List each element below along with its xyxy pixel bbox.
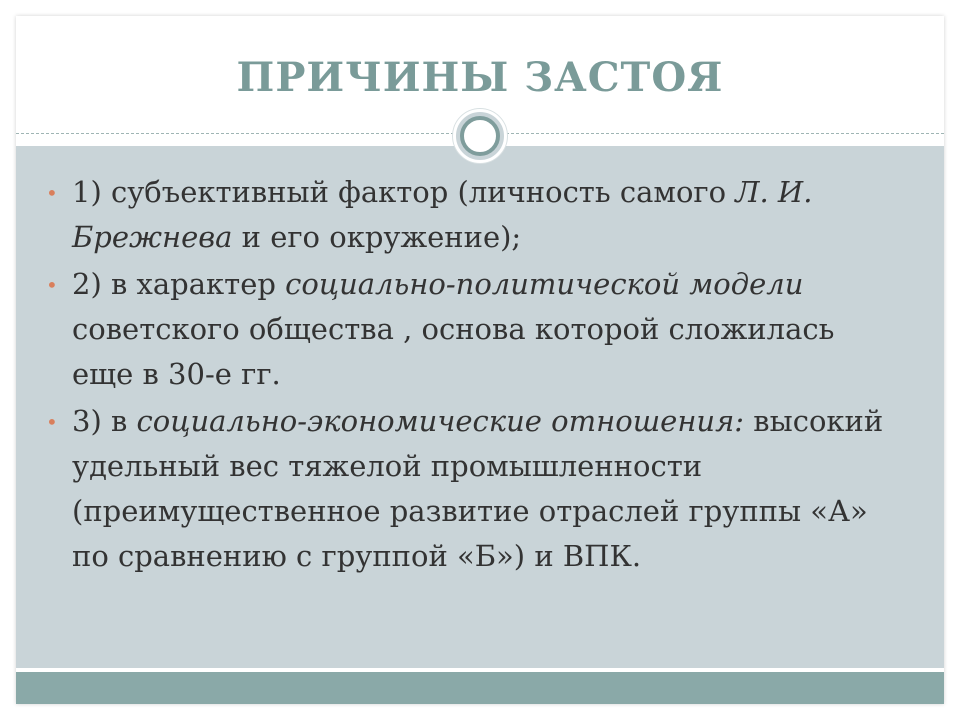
bullet-icon: • [46,273,58,297]
bullet-text-part: советского общества , основа которой сложилась еще в 30-е гг. [72,312,835,391]
bullet-text-part: высокий удельный вес тяжелой промышленности (преимущественное развитие отраслей группы «А» по сравнению с группой «Б») и ВПК. [72,404,884,573]
ring-inner [460,116,500,156]
bullet-text-italic: социально-экономические отношения: [136,404,745,438]
bullet-text-italic: социально-политической модели [285,267,804,301]
slide [16,16,944,704]
slide-title: ПРИЧИНЫ ЗАСТОЯ [236,54,724,101]
bullet-list [16,170,944,581]
bullet-text-part: 1) субъективный фактор (личность самого [72,175,736,209]
bullet-item-1 [16,170,944,260]
bullet-item-3 [16,399,944,579]
bullet-text-part: и его окружение); [232,220,522,254]
bullet-text-italic: Л. И. Брежнева [72,175,813,254]
bottom-band [16,672,944,704]
bullet-icon: • [46,410,58,434]
bullet-text-part: 3) в [72,404,137,438]
bullet-icon: • [46,181,58,205]
ring-ornament-icon [453,109,507,163]
bullet-item-2 [16,262,944,397]
bullet-text-part: 2) в характер [72,267,286,301]
